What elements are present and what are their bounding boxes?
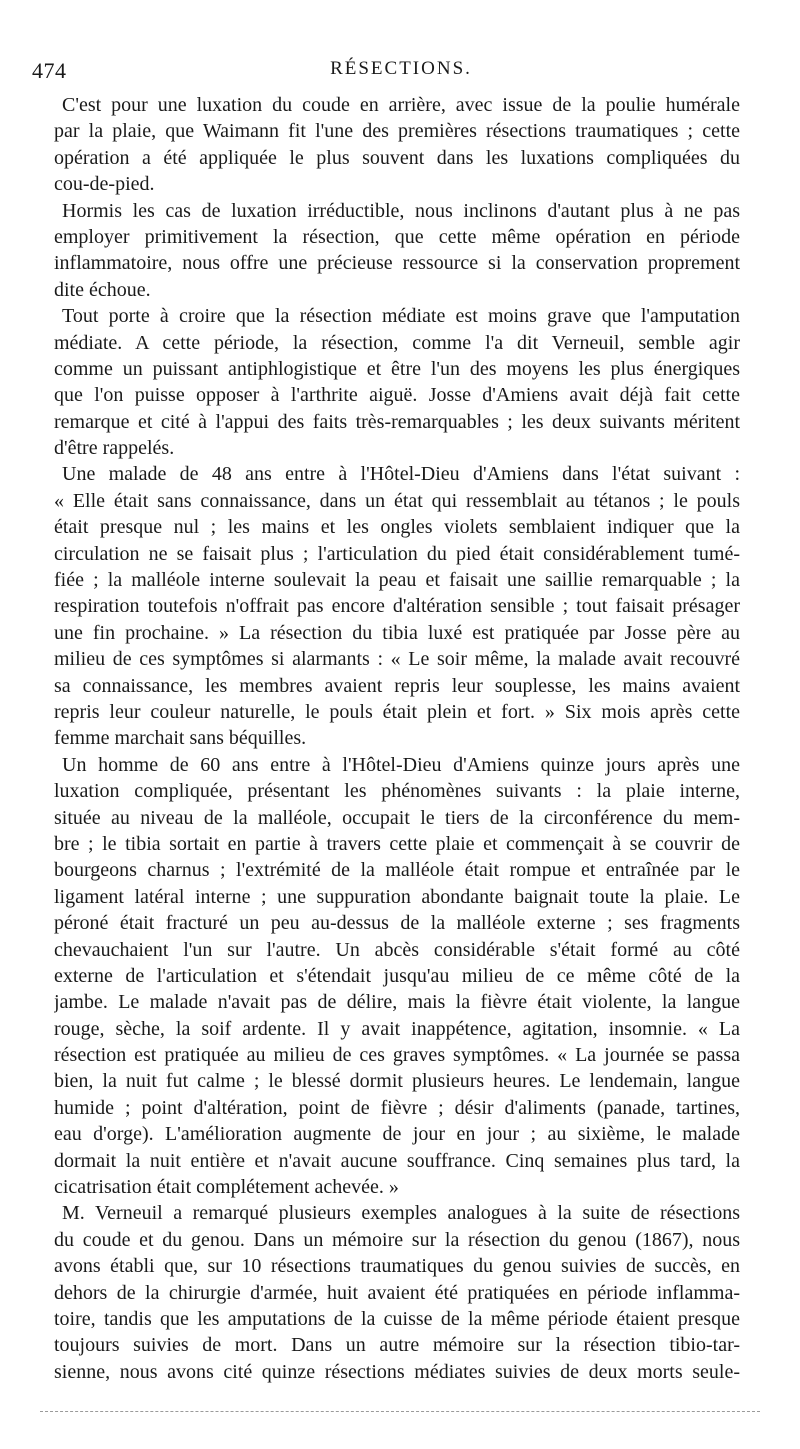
text-line: que l'on puisse opposer à l'arthrite aiguë. Josse d'Amiens avait déjà fait cette <box>54 384 740 407</box>
text-line: sa connaissance, les membres avaient repris leur souplesse, les mains avaient <box>54 674 740 697</box>
page-number: 474 <box>32 58 67 83</box>
text-line: luxation compliquée, présentant les phénomènes suivants : la plaie interne, <box>54 780 740 803</box>
text-line: par la plaie, que Waimann fit l'une des premières résections traumatiques ; cette <box>54 120 740 143</box>
text-line: respiration toutefois n'offrait pas encore d'altération sensible ; tout faisait présager <box>54 595 740 618</box>
text-line: « Elle était sans connaissance, dans un état qui ressemblait au tétanos ; le pouls <box>54 489 740 512</box>
text-line: bien, la nuit fut calme ; le blessé dormit plusieurs heures. Le lendemain, langue <box>54 1070 740 1093</box>
text-line: opération a été appliquée le plus souvent dans les luxations compliquées du <box>54 146 740 169</box>
text-line: avons établi que, sur 10 résections traumatiques du genou suivies de succès, en <box>54 1255 740 1278</box>
text-line: externe de l'articulation et s'étendait jusqu'au milieu de ce même côté de la <box>54 964 740 987</box>
text-line: Une malade de 48 ans entre à l'Hôtel-Dieu d'Amiens dans l'état suivant : <box>62 463 740 486</box>
text-line: comme un puissant antiphlogistique et être l'un des moyens les plus énergiques <box>54 357 740 380</box>
text-line: était presque nul ; les mains et les ongles violets semblaient indiquer que la <box>54 516 740 539</box>
text-line: bre ; le tibia sortait en partie à travers cette plaie et commençait à se couvrir de <box>54 832 740 855</box>
text-line: médiate. A cette période, la résection, comme l'a dit Verneuil, semble agir <box>54 331 740 354</box>
text-line: bourgeons charnus ; l'extrémité de la malléole était rompue et entraînée par le <box>54 859 740 882</box>
text-line: toire, tandis que les amputations de la cuisse de la même période étaient presque <box>54 1307 740 1330</box>
text-line: jambe. Le malade n'avait pas de délire, mais la fièvre était violente, la langue <box>54 991 740 1014</box>
text-line: inflammatoire, nous offre une précieuse ressource si la conservation proprement <box>54 252 740 275</box>
text-line: chevauchaient l'un sur l'autre. Un abcès considérable s'était formé au côté <box>54 938 740 961</box>
text-line: du coude et du genou. Dans un mémoire sur la résection du genou (1867), nous <box>54 1228 740 1251</box>
text-line: fiée ; la malléole interne soulevait la peau et faisait une saillie remarquable ; la <box>54 569 740 592</box>
text-line: Un homme de 60 ans entre à l'Hôtel-Dieu d'Amiens quinze jours après une <box>62 753 740 776</box>
page-bottom-rule <box>40 1411 760 1412</box>
paragraph <box>54 198 740 304</box>
text-line: rouge, sèche, la soif ardente. Il y avait inappétence, agitation, insomnie. « La <box>54 1017 740 1040</box>
text-line: dormait la nuit entière et n'avait aucune souffrance. Cinq semaines plus tard, la <box>54 1149 740 1172</box>
text-line: cou-de-pied. <box>54 173 155 196</box>
paragraph <box>54 1200 740 1385</box>
text-line: péroné était fracturé un peu au-dessus de la malléole externe ; ses fragments <box>54 912 740 935</box>
text-line: eau d'orge). L'amélioration augmente de jour en jour ; au sixième, le malade <box>54 1123 740 1146</box>
text-line: circulation ne se faisait plus ; l'articulation du pied était considérablement tumé- <box>54 542 740 565</box>
text-line: dite échoue. <box>54 278 151 301</box>
running-title: RÉSECTIONS. <box>330 58 472 79</box>
text-line: cicatrisation était complétement achevée. » <box>54 1176 399 1199</box>
text-line: M. Verneuil a remarqué plusieurs exemples analogues à la suite de résections <box>62 1202 740 1225</box>
paragraph <box>54 92 740 198</box>
text-line: dehors de la chirurgie d'armée, huit avaient été pratiquées en période inflamma- <box>54 1281 740 1304</box>
text-line: employer primitivement la résection, que cette même opération en période <box>54 225 740 248</box>
text-line: résection est pratiquée au milieu de ces graves symptômes. « La journée se passa <box>54 1044 740 1067</box>
text-line: humide ; point d'altération, point de fièvre ; désir d'aliments (panade, tartines, <box>54 1096 740 1119</box>
text-line: une fin prochaine. » La résection du tibia luxé est pratiquée par Josse père au <box>54 621 740 644</box>
text-line: d'être rappelés. <box>54 437 175 460</box>
text-line: sienne, nous avons cité quinze résections médiates suivies de deux morts seule- <box>54 1360 740 1383</box>
text-line: remarque et cité à l'appui des faits très-remarquables ; les deux suivants méritent <box>54 410 740 433</box>
text-line: toujours suivies de mort. Dans un autre mémoire sur la résection tibio-tar- <box>54 1334 740 1357</box>
page-header <box>32 58 770 88</box>
text-line: repris leur couleur naturelle, le pouls était plein et fort. » Six mois après cette <box>54 700 740 723</box>
text-line: ligament latéral interne ; une suppuration abondante baignait toute la plaie. Le <box>54 885 740 908</box>
text-line: Hormis les cas de luxation irréductible, nous inclinons d'autant plus à ne pas <box>62 199 740 222</box>
paragraph <box>54 752 740 1201</box>
text-line: femme marchait sans béquilles. <box>54 727 307 750</box>
body-text <box>54 92 740 1385</box>
text-line: C'est pour une luxation du coude en arrière, avec issue de la poulie humérale <box>62 94 740 116</box>
paragraph <box>54 461 740 751</box>
text-line: milieu de ces symptômes si alarmants : « Le soir même, la malade avait recouvré <box>54 648 740 671</box>
paragraph <box>54 303 740 461</box>
text-line: Tout porte à croire que la résection médiate est moins grave que l'amputation <box>62 305 740 328</box>
text-line: située au niveau de la malléole, occupait le tiers de la circonférence du mem- <box>54 806 740 829</box>
